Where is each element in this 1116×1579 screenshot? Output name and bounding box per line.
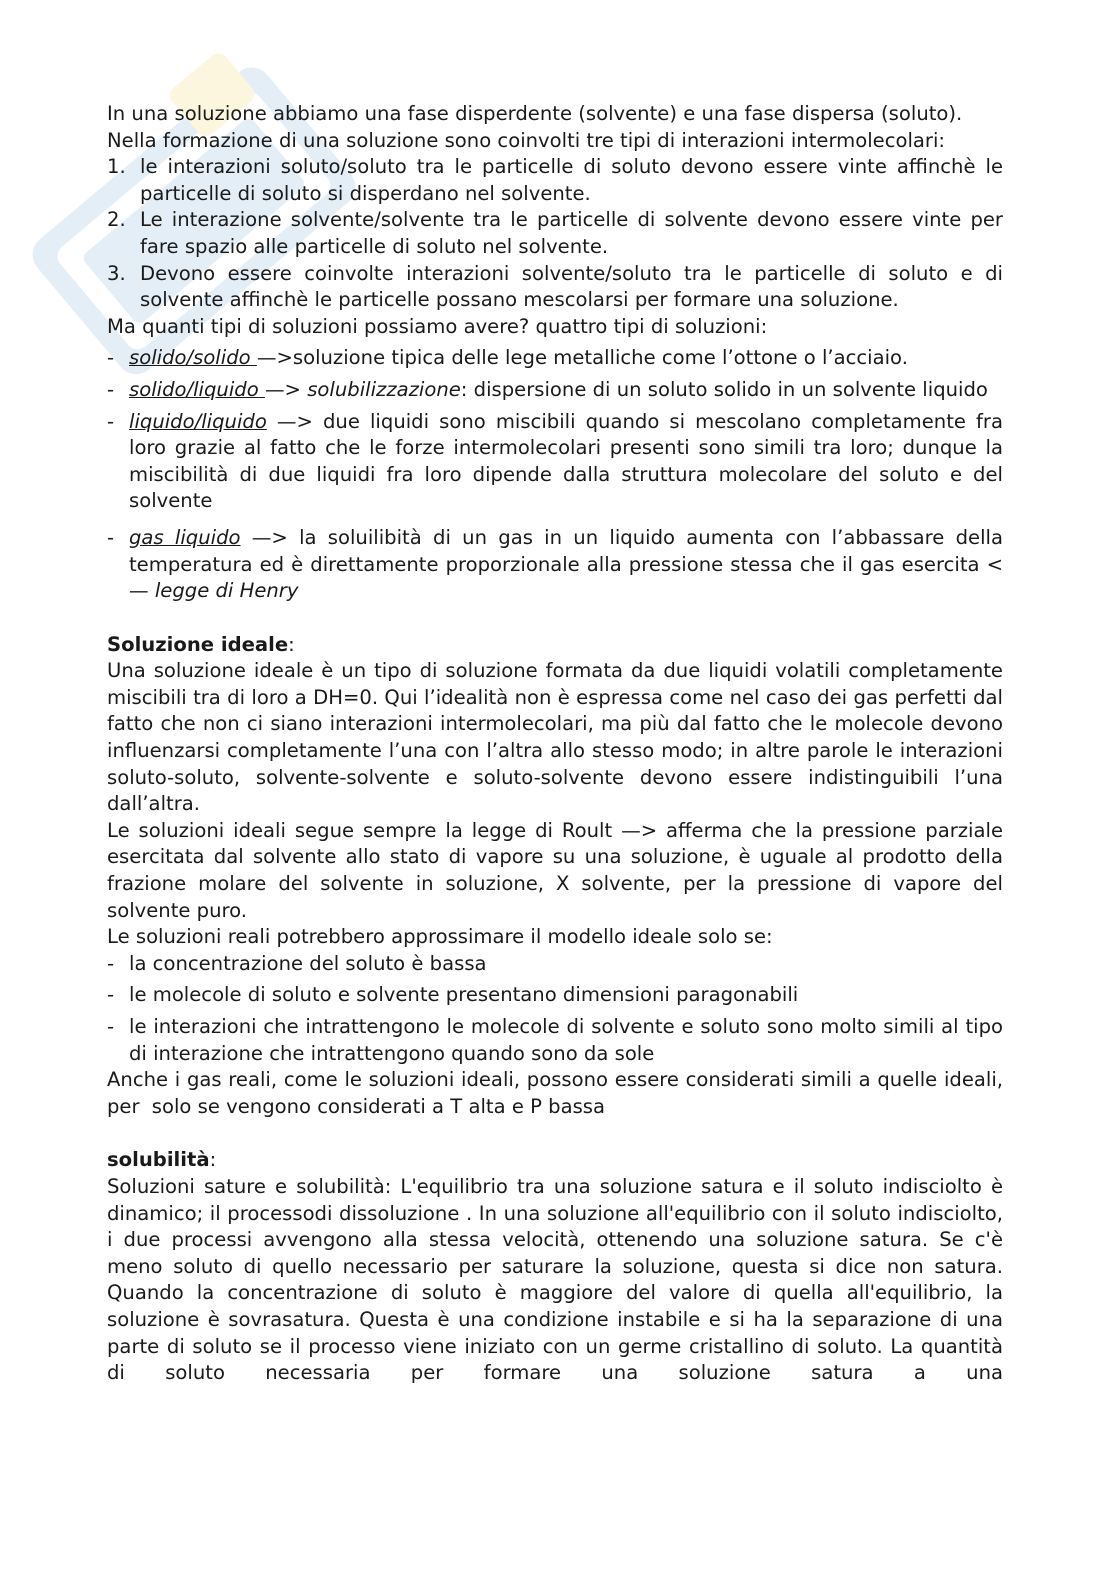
intro-line-1: In una soluzione abbiamo una fase disperdente (solvente) e una fase dispersa (soluto). [107,102,963,125]
type-description: —> la soluilibità di un gas in un liquido aumenta con l’abbassare della temperatura ed è direttamente proporzionale alla pressione stessa che il gas esercita <— [129,525,1003,603]
list-item [107,207,1003,260]
section-heading-ideal [107,632,1003,659]
list-item [107,261,1003,314]
type-term: gas liquido [129,525,241,549]
ideal-paragraph-4 [107,1067,1003,1120]
solubility-paragraph: Soluzioni sature e solubilità: L'equilibrio tra una soluzione satura e il soluto indisciolto è dinamico; il processodi dissoluzione . In una soluzione all'equilibrio con il soluto indisciolto, i due processi avvengono alla stessa velocità, ottenendo una soluzione satura. Se c'è meno soluto di quello necessario per saturare la soluzione, questa si dice non satura. Quando la concentrazione di soluto è maggiore del valore di quella all'equilibrio, la soluzione è sovrasatura. Questa è una condizione instabile e si ha la separazione di una parte di soluto se il processo viene iniziato con un germe cristallino di soluto. La quantità di soluto necessaria per formare una soluzione satura a una [107,1174,1003,1385]
condition-text: le molecole di soluto e solvente presentano dimensioni paragonabili [129,983,799,1007]
list-item [107,525,1003,605]
list-number: 2. [107,208,126,232]
type-arrow: —> [264,377,308,401]
conditions-list [107,951,1003,1067]
types-question: Ma quanti tipi di soluzioni possiamo avere? quattro tipi di soluzioni: [107,314,768,338]
type-term: solido/liquido [129,377,265,401]
heading-colon: : [209,1148,217,1172]
list-item [107,345,1003,372]
type-description: —> due liquidi sono miscibili quando si mescolano completamente fra loro grazie al fatto che le forze intermolecolari presenti sono simili tra loro; dunque la miscibilità di due liquidi fra loro dipende dalla struttura molecolare del soluto e del solvente [129,409,1003,513]
document-page [107,101,1003,1387]
list-item [107,409,1003,515]
list-text: Devono essere coinvolte interazioni solvente/soluto tra le particelle di soluto e di solvente affinchè le particelle possano mescolarsi per formare una soluzione. [140,261,1003,312]
list-item [107,982,1003,1009]
type-description: —>soluzione tipica delle lege metalliche come l’ottone o l’acciaio. [256,346,908,370]
list-text: le interazioni soluto/soluto tra le particelle di soluto devono essere vinte affinchè le particelle di soluto si disperdano nel solvente. [140,155,1003,205]
ideal-paragraph-1: Una soluzione ideale è un tipo di soluzione formata da due liquidi volatili completamente miscibili tra di loro a DH=0. Qui l’idealità non è espressa come nel caso dei gas perfetti dal fatto che non ci siano interazioni intermolecolari, ma più dal fatto che le molecole devono influenzarsi completamente l’una con l’altra allo stesso modo; in altre parole le interazioni soluto-soluto, solvente-solvente e soluto-solvente devono essere indistinguibili l’una dall’altra. [107,659,1003,816]
heading-text: solubilità [107,1148,210,1172]
ideal-paragraph-3: Le soluzioni reali potrebbero approssimare il modello ideale solo se: [107,925,773,949]
type-description: : dispersione di un soluto solido in un solvente liquido [460,377,988,401]
list-number: 3. [107,261,126,285]
bullet: - [107,1015,115,1038]
list-item [107,154,1003,207]
law-name: legge di Henry [154,579,299,603]
intro-line-2: Nella formazione di una soluzione sono coinvolti tre tipi di interazioni intermolecolari: [107,128,946,152]
heading-text: Soluzione ideale [107,632,289,656]
list-text: Le interazione solvente/solvente tra le particelle di solvente devono essere vinte per fare spazio alle particelle di soluto nel solvente. [140,208,1003,258]
bullet: - [107,409,115,433]
ideal-paragraph-2: Le soluzioni ideali segue sempre la legge di Roult —> afferma che la pressione parziale esercitata dal solvente allo stato di vapore su una soluzione, è uguale al prodotto della frazione molare del solvente in soluzione, X solvente, per la pressione di vapore del solvente puro. [107,818,1003,922]
condition-text: la concentrazione del soluto è bassa [129,951,487,975]
list-item [107,1014,1003,1067]
section-heading-solubility [107,1147,1003,1174]
bullet: - [107,525,115,549]
bullet: - [107,951,115,975]
p4-part-1: Anche i gas reali, come le soluzioni ideali, possono essere considerati simili a quelle ideali, per [107,1068,1003,1118]
p4-part-2: solo se vengono considerati a T alta e P bassa [151,1094,606,1118]
list-item [107,951,1003,978]
solution-types-list [107,345,1003,604]
type-term: solido/solido [129,346,257,370]
type-term: liquido/liquido [129,409,267,433]
interactions-list [107,154,1003,314]
bullet: - [107,377,115,401]
type-italic-term: solubilizzazione [307,377,461,401]
condition-text: le interazioni che intrattengono le molecole di solvente e soluto sono molto simili al tipo di interazione che intrattengono quando sono da sole [129,1015,1003,1065]
bullet: - [107,346,115,370]
list-number: 1. [107,155,126,179]
list-item [107,377,1003,404]
heading-colon: : [288,632,295,656]
bullet: - [107,983,115,1007]
